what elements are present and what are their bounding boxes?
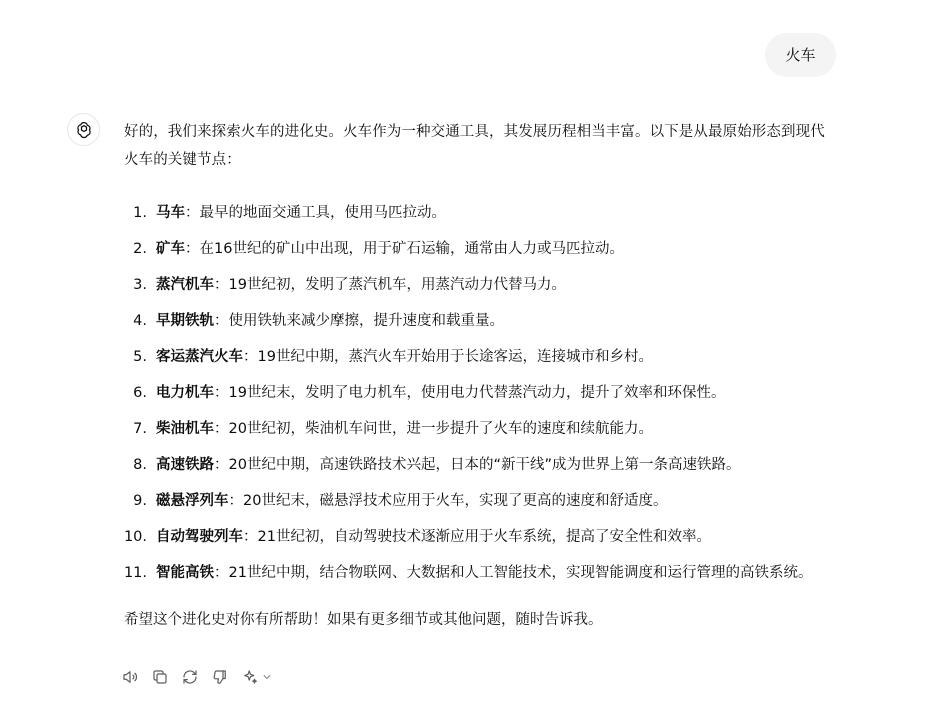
chatgpt-logo-icon (74, 120, 94, 140)
list-item (124, 271, 836, 299)
chevron-down-icon (261, 671, 273, 683)
read-aloud-button[interactable] (121, 668, 139, 686)
regenerate-button[interactable] (181, 668, 199, 686)
copy-button[interactable] (151, 668, 169, 686)
list-item-number: 3. (133, 277, 147, 293)
list-item (124, 199, 836, 227)
list-item-term: 电力机车 (156, 385, 214, 401)
speaker-icon (121, 668, 139, 686)
list-item-term: 早期铁轨 (156, 313, 214, 329)
list-item-number: 11. (123, 565, 147, 581)
switch-model-button[interactable] (241, 668, 273, 686)
list-item (124, 379, 836, 407)
list-item-term: 矿车 (156, 241, 185, 257)
list-item (124, 487, 836, 515)
list-item-description: ：20世纪中期，高速铁路技术兴起，日本的“新干线”成为世界上第一条高速铁路。 (214, 457, 741, 473)
copy-icon (151, 668, 169, 686)
list-item-number: 2. (133, 241, 147, 257)
response-outro: 希望这个进化史对你有所帮助！如果有更多细节或其他问题，随时告诉我。 (124, 612, 603, 628)
list-item-number: 8. (133, 457, 147, 473)
bad-response-button[interactable] (211, 668, 229, 686)
list-item-term: 磁悬浮列车 (156, 493, 229, 509)
list-item-term: 客运蒸汽火车 (156, 349, 243, 365)
assistant-avatar (67, 113, 100, 146)
list-item-description: ：21世纪中期，结合物联网、大数据和人工智能技术，实现智能调度和运行管理的高铁系统。 (214, 565, 813, 581)
list-item (124, 235, 836, 263)
list-item-number: 1. (133, 205, 147, 221)
evolution-list (124, 199, 836, 587)
response-intro: 好的，我们来探索火车的进化史。火车作为一种交通工具，其发展历程相当丰富。以下是从最原始形态到现代火车的关键节点： (124, 124, 825, 168)
list-item-description: ：20世纪末，磁悬浮技术应用于火车，实现了更高的速度和舒适度。 (228, 493, 668, 509)
list-item-number: 10. (123, 529, 147, 545)
sparkle-icon (241, 668, 259, 686)
list-item (124, 307, 836, 335)
list-item (124, 523, 836, 551)
list-item-term: 高速铁路 (156, 457, 214, 473)
list-item-number: 7. (133, 421, 147, 437)
user-message-bubble: 火车 (765, 33, 836, 77)
list-item-number: 9. (133, 493, 147, 509)
list-item-number: 5. (133, 349, 147, 365)
list-item-term: 蒸汽机车 (156, 277, 214, 293)
list-item-description: ：在16世纪的矿山中出现，用于矿石运输，通常由人力或马匹拉动。 (185, 241, 624, 257)
list-item (124, 343, 836, 371)
list-item-description: ：19世纪末，发明了电力机车，使用电力代替蒸汽动力，提升了效率和环保性。 (214, 385, 726, 401)
list-item-term: 智能高铁 (156, 565, 214, 581)
thumbs-down-icon (211, 668, 229, 686)
list-item-description: ：20世纪初，柴油机车问世，进一步提升了火车的速度和续航能力。 (214, 421, 653, 437)
list-item-description: ：使用铁轨来减少摩擦，提升速度和载重量。 (214, 313, 504, 329)
list-item-description: ：19世纪初，发明了蒸汽机车，用蒸汽动力代替马力。 (214, 277, 566, 293)
list-item-number: 6. (133, 385, 147, 401)
list-item-description: ：21世纪初，自动驾驶技术逐渐应用于火车系统，提高了安全性和效率。 (243, 529, 711, 545)
list-item (124, 415, 836, 443)
list-item-description: ：最早的地面交通工具，使用马匹拉动。 (185, 205, 446, 221)
list-item (124, 451, 836, 479)
list-item-number: 4. (133, 313, 147, 329)
list-item (124, 559, 836, 587)
list-item-description: ：19世纪中期，蒸汽火车开始用于长途客运，连接城市和乡村。 (243, 349, 653, 365)
regenerate-icon (181, 668, 199, 686)
assistant-response (124, 118, 836, 634)
list-item-term: 自动驾驶列车 (156, 529, 243, 545)
response-action-bar (121, 668, 273, 686)
list-item-term: 柴油机车 (156, 421, 214, 437)
list-item-term: 马车 (156, 205, 185, 221)
